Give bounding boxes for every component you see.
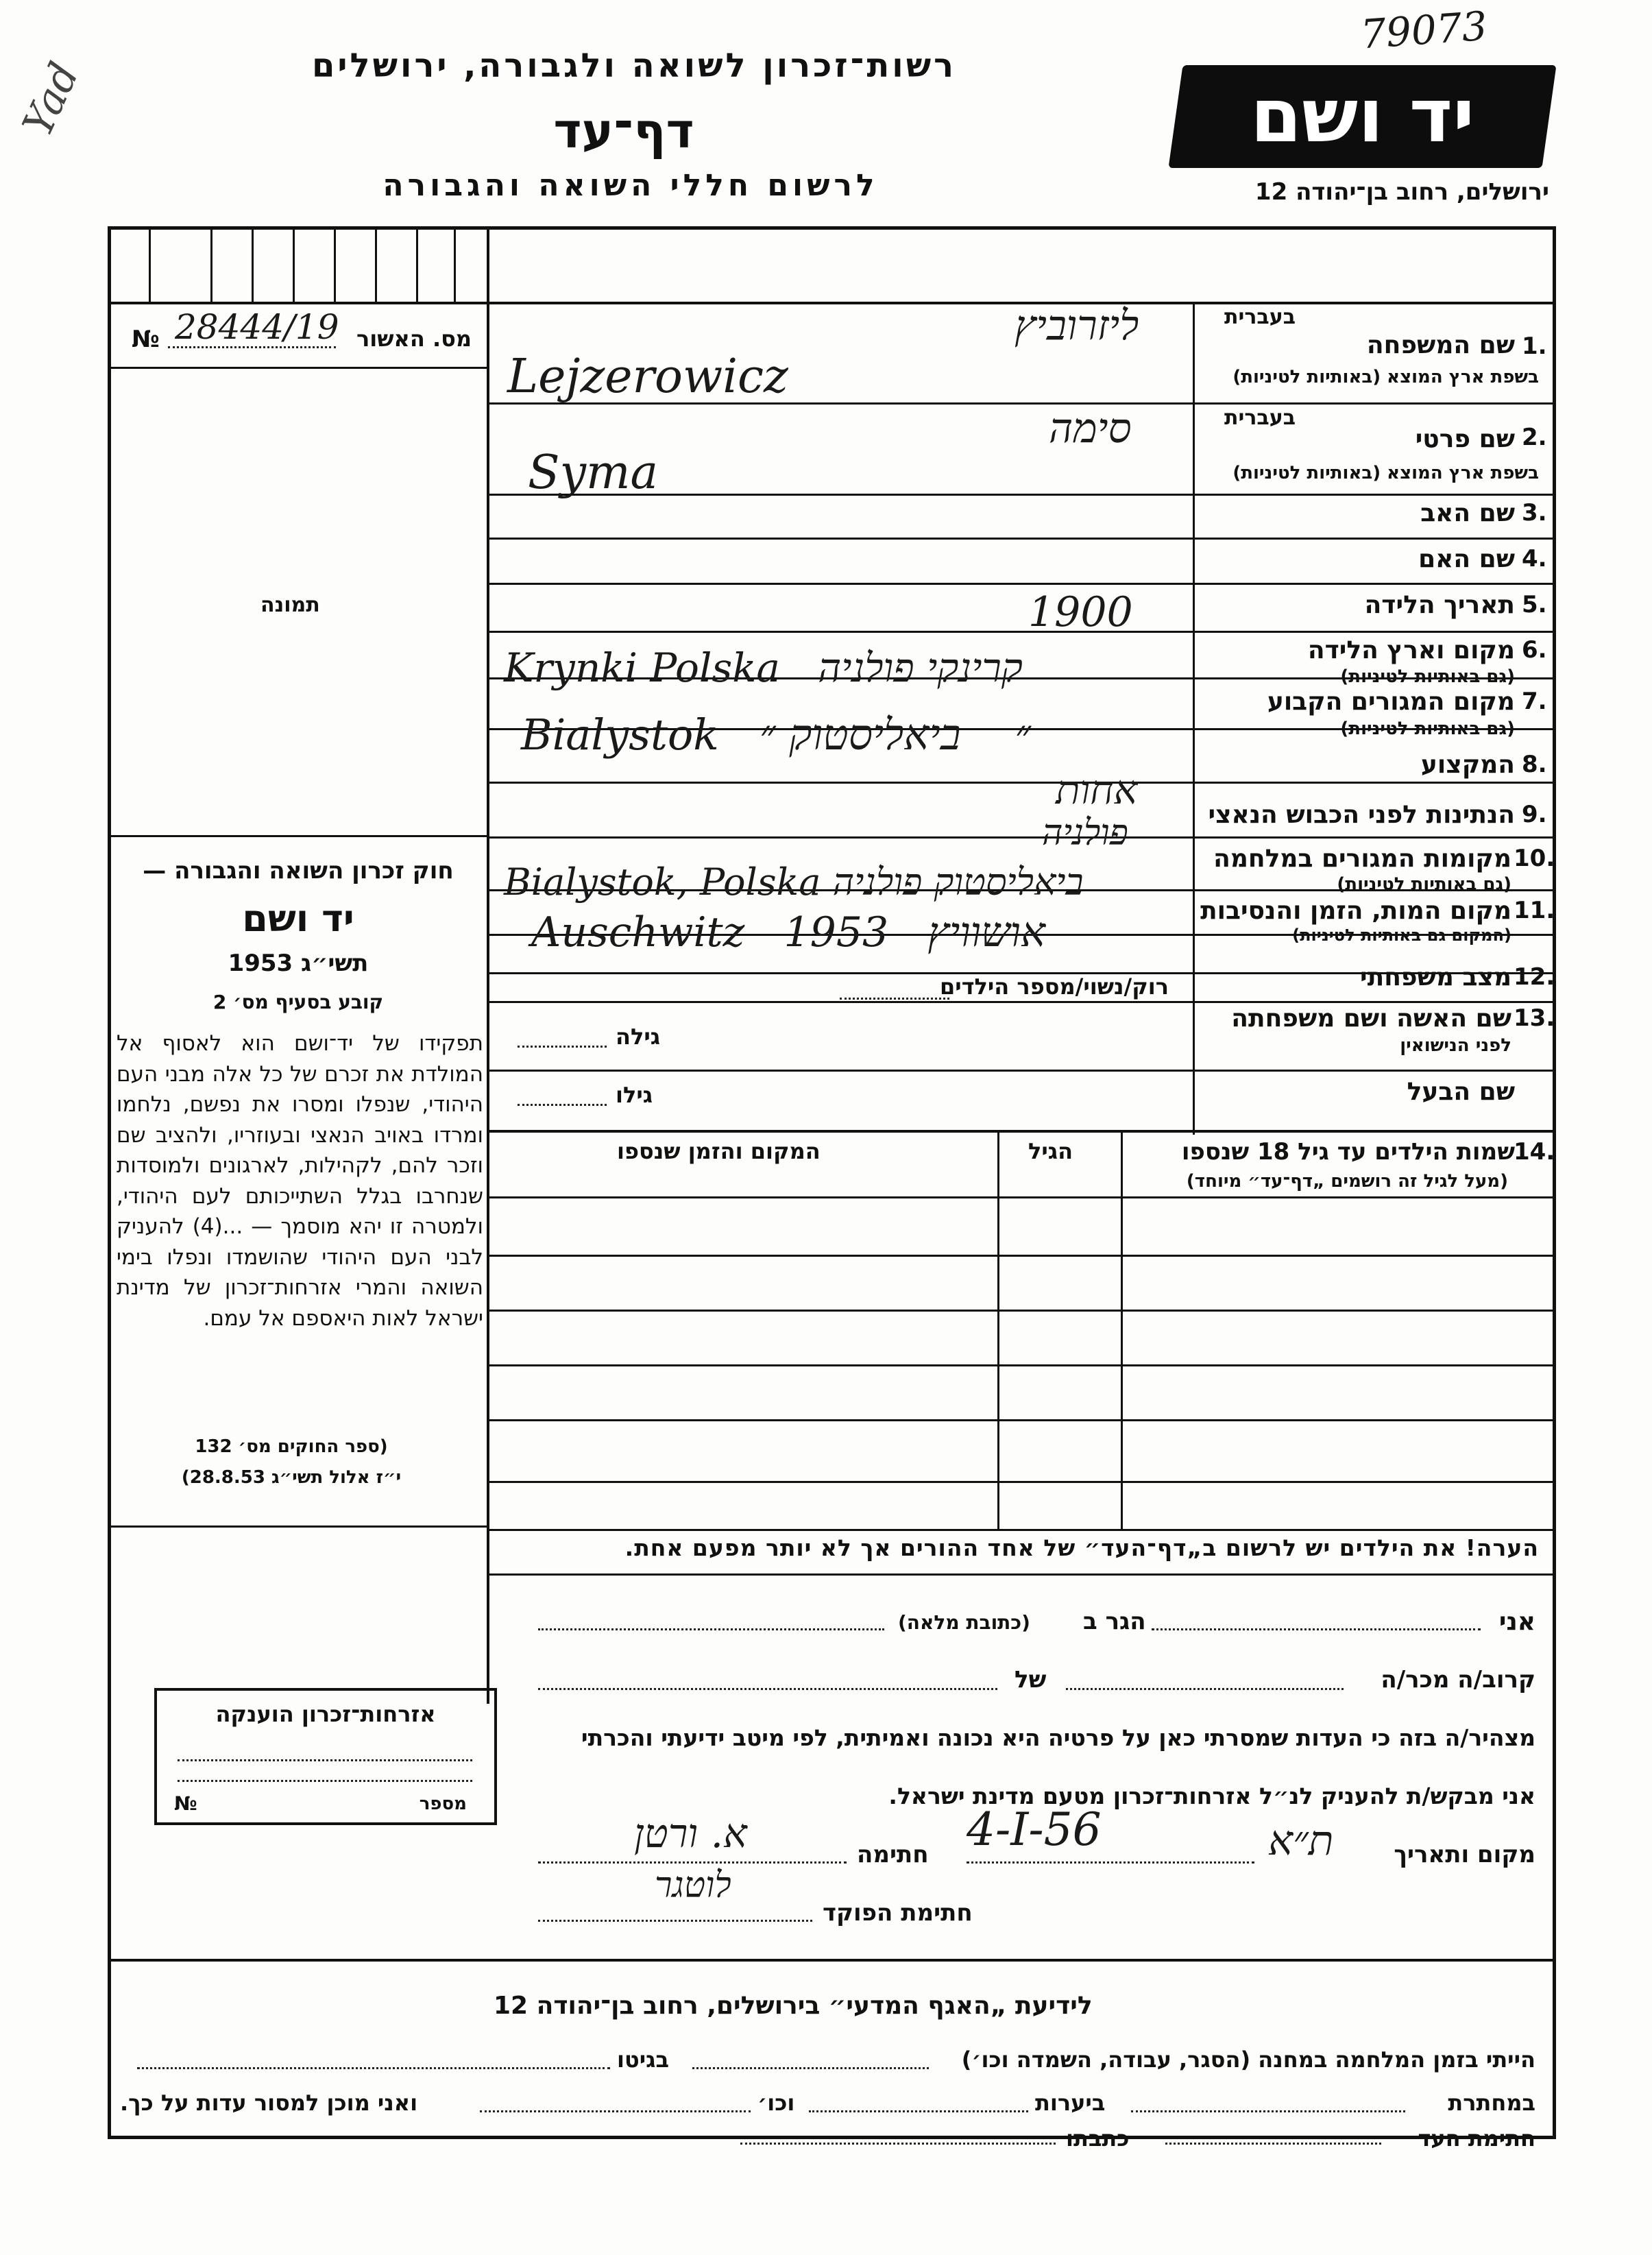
form-subtitle: לרשום חללי השואה והגבורה — [382, 168, 879, 203]
decl-statement: מצהיר/ה בזה כי העדות שמסרתי כאן על פרטיה היא נכונה ואמיתית, לפי מיטב ידיעתי והכרתי — [581, 1724, 1535, 1751]
science-underground: במחתרת — [1448, 2090, 1535, 2116]
decl-place-value[interactable]: ת״א — [1268, 1817, 1334, 1865]
field-5-value[interactable]: 1900 — [1028, 588, 1133, 636]
science-address: כתבתו — [1066, 2125, 1130, 2151]
law-clause: קובע בסעיף מס׳ 2 — [212, 991, 384, 1013]
decl-i: אני — [1498, 1608, 1535, 1636]
decl-date-value[interactable]: 4-I-56 — [967, 1803, 1102, 1856]
science-etc: וכו׳ — [757, 2090, 795, 2116]
field-10-num: 10. — [1514, 845, 1555, 872]
decl-address-hint: (כתובת מלאה) — [898, 1611, 1030, 1634]
field-7-sub: (גם באותיות לטיניות) — [1340, 719, 1515, 739]
field-9-num: 9. — [1522, 801, 1547, 828]
children-age-column: הגיל — [1028, 1138, 1073, 1164]
citizenship-no: № — [174, 1792, 197, 1815]
decl-officer-value[interactable]: לוטגר — [655, 1865, 731, 1906]
science-title: לידיעת „האגף המדעי״ בירושלים, רחוב בן־יהודה 12 — [494, 1992, 1093, 2020]
husband-label: שם הבעל — [1407, 1078, 1515, 1106]
photo-label: תמונה — [260, 593, 320, 617]
field-4-label: שם האם — [1418, 545, 1515, 573]
field-2-num: 2. — [1522, 424, 1547, 451]
field-8-num: 8. — [1522, 751, 1547, 778]
field-13-num: 13. — [1514, 1004, 1555, 1032]
field-3-num: 3. — [1522, 499, 1547, 527]
field-2-hebrew[interactable]: סימה — [1049, 405, 1132, 453]
yad-vashem-logo — [1168, 65, 1556, 168]
law-date: י״ז אלול תשי״ג 28.8.53) — [181, 1467, 402, 1488]
margin-scribble: Yad — [13, 55, 89, 144]
archive-number: 79073 — [1359, 2, 1489, 58]
field-2-lang: בעברית — [1224, 406, 1296, 430]
wife-age-label: גילה — [616, 1024, 661, 1050]
law-text: תפקידו של יד־ושם הוא לאסוף אל המולדת את זכרם של כל אלה מבני העם היהודי, שנפלו ומסרו את נפשם, נלחמו ומרדו באויב הנאצי ובעוזריו, ולהציב שם וזכר להם, לקהילות, לארגונים ולמוסדות שנחרבו בגלל השתייכותם לעם היהודי, ולמטרה זו יהא מוסמך — ...(4) להעניק לבני העם היהודי שהושמדו ונפלו בימי השואה והמרי אזרחות־זכרון של מדינת ישראל לאות היאספם אל עמם. — [117, 1031, 483, 1331]
decl-relative: קרוב/ה מכר/ה — [1381, 1666, 1535, 1693]
field-11-num: 11. — [1514, 897, 1555, 924]
form-title: דף־עד — [553, 103, 694, 159]
field-7-num: 7. — [1522, 688, 1547, 715]
field-1-label: שם המשפחה — [1366, 331, 1515, 359]
decl-request: אני מבקש/ת להעניק לנ״ל אזרחות־זכרון מטעם מדינת ישראל. — [888, 1783, 1535, 1809]
children-place-column: המקום והזמן שנספו — [617, 1138, 821, 1164]
decl-residing: הגר ב — [1083, 1608, 1146, 1635]
field-10-value[interactable]: Bialystok, Polska ביאליסטוק פולניה — [504, 860, 1084, 904]
field-5-num: 5. — [1522, 591, 1547, 618]
field-11-value[interactable]: Auschwitz 1953 אושוויץ — [531, 908, 1045, 956]
registration-no-mark: № — [132, 326, 160, 353]
field-1-lang: בעברית — [1224, 305, 1296, 329]
field-13-label: שם האשה ושם משפחתה — [1231, 1004, 1511, 1033]
field-1-num: 1. — [1522, 333, 1547, 360]
law-org: יד ושם — [242, 897, 354, 940]
authority-title: רשות־זכרון לשואה ולגבורה, ירושלים — [311, 47, 957, 85]
children-sub: (מעל לגיל זה רושמים „דף־עד״ מיוחד) — [1186, 1171, 1508, 1192]
field-7-value[interactable]: Bialystok ״ ביאליסטוק ״ — [521, 710, 1031, 760]
field-12-num: 12. — [1514, 963, 1555, 991]
field-12-label: מצב משפחתי — [1360, 963, 1511, 991]
science-ready: ואני מוכן למסור עדות על כך. — [120, 2090, 418, 2116]
field-1-latin[interactable]: Lejzerowicz — [507, 350, 788, 404]
family-status-options: רוק/נשוי/מספר הילדים — [940, 974, 1169, 1000]
field-13-sub: לפני הנישואין — [1400, 1035, 1511, 1056]
decl-of: של — [1015, 1666, 1047, 1693]
field-9-value[interactable]: פולניה — [1042, 812, 1128, 854]
registration-boxes — [108, 226, 488, 302]
field-8-value[interactable]: אחות — [1056, 767, 1138, 813]
decl-signature-value[interactable]: א. ורטן — [634, 1810, 747, 1857]
field-1-sub: בשפת ארץ המוצא (באותיות לטיניות) — [1232, 367, 1539, 387]
field-2-latin[interactable]: Syma — [528, 446, 659, 500]
registration-value: 28444/19 — [175, 307, 339, 347]
note-text: הערה! את הילדים יש לרשום ב„דף־העד״ של אחד ההורים אך לא יותר מפעם אחת. — [624, 1534, 1539, 1561]
field-6-num: 6. — [1522, 636, 1547, 664]
registration-label: מס. האשור — [356, 326, 472, 352]
field-6-sub: (גם באותיות לטיניות) — [1340, 666, 1515, 687]
field-11-sub: (המקום גם באותיות לטיניות) — [1292, 926, 1511, 945]
field-6-value[interactable]: Krynki Polska קרינקי פולניה — [504, 644, 1023, 691]
field-10-label: מקומות המגורים במלחמה — [1213, 845, 1511, 873]
field-7-label: מקום המגורים הקבוע — [1267, 688, 1515, 716]
field-9-label: הנתינות לפני הכבוש הנאצי — [1208, 801, 1515, 829]
field-10-sub: (גם באותיות לטיניות) — [1337, 874, 1511, 895]
field-3-label: שם האב — [1420, 499, 1515, 527]
field-5-label: תאריך הלידה — [1364, 591, 1515, 619]
science-ghetto: בגיטו — [617, 2047, 669, 2073]
citizenship-number: מספר — [419, 1794, 467, 1814]
decl-signature: חתימה — [857, 1841, 929, 1868]
citizenship-title: אזרחות־זכרון הוענקה — [215, 1701, 436, 1727]
law-reference: (ספר החוקים מס׳ 132 — [195, 1436, 388, 1457]
field-4-num: 4. — [1522, 545, 1547, 572]
husband-age-label: גילו — [616, 1082, 653, 1108]
field-2-label: שם פרטי — [1415, 425, 1515, 453]
law-year: תשי״ג 1953 — [228, 950, 369, 977]
citizenship-box — [154, 1688, 497, 1825]
header-address: ירושלים, רחוב בן־יהודה 12 — [1254, 178, 1549, 206]
logo-text: יד ושם — [1250, 73, 1475, 159]
science-line1: הייתי בזמן המלחמה במחנה (הסגר, עבודה, השמדה וכו׳) — [961, 2047, 1535, 2073]
field-6-label: מקום וארץ הלידה — [1307, 636, 1515, 664]
field-11-label: מקום המות, הזמן והנסיבות — [1200, 897, 1511, 925]
children-label: שמות הילדים עד גיל 18 שנספו — [1181, 1138, 1515, 1166]
field-1-hebrew[interactable]: ליזרוביץ — [1015, 302, 1139, 350]
children-num: 14. — [1514, 1138, 1555, 1166]
field-8-label: המקצוע — [1420, 751, 1515, 779]
decl-place-date: מקום ותאריך — [1394, 1841, 1535, 1868]
science-witness-sig: חתימת העד — [1418, 2125, 1535, 2151]
decl-officer: חתימת הפוקד — [823, 1899, 973, 1927]
law-title: חוק זכרון השואה והגבורה — — [143, 857, 454, 884]
science-forests: ביערות — [1035, 2090, 1106, 2116]
field-2-sub: בשפת ארץ המוצא (באותיות לטיניות) — [1232, 463, 1539, 483]
